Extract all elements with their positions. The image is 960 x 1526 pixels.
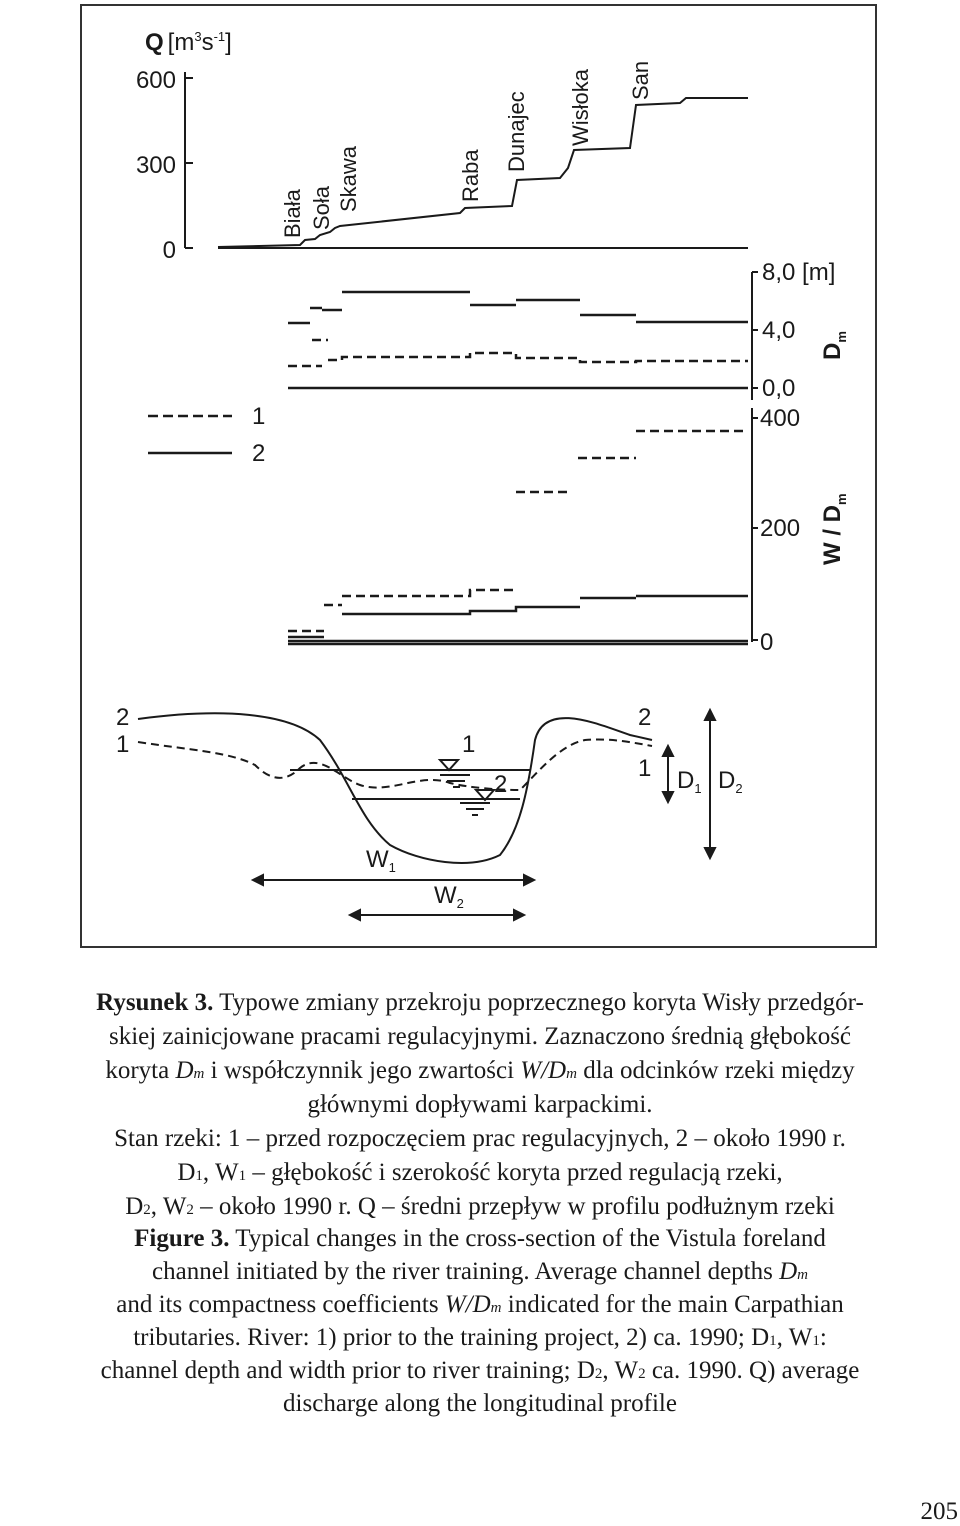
wd-tick-200: 200	[760, 515, 801, 542]
wd-segments	[288, 431, 748, 644]
level-label-2: 2	[494, 771, 508, 798]
dm-segments	[288, 292, 748, 388]
depth-d1-label: $D_1$	[677, 767, 702, 796]
caption-en-line-1: Figure 3. Typical changes in the cross-section of the Vistula foreland	[134, 1225, 826, 1252]
river-label-raba: Raba	[458, 149, 483, 202]
depth-d2-label: $D_2$	[718, 767, 743, 796]
caption-pl-line-1: Rysunek 3. Typowe zmiany przekroju poprzecznego koryta Wisły przedgór-	[96, 989, 864, 1016]
wd-tick-0: 0	[760, 629, 774, 656]
width-w2-label: $W_2$	[434, 882, 464, 911]
legend-label-2: 2	[252, 440, 266, 467]
width-w1-label: $W_1$	[366, 846, 396, 875]
dimension-labels	[366, 767, 743, 911]
legend	[148, 403, 265, 467]
profile-2-solid	[138, 713, 652, 863]
right-label-2: 2	[638, 704, 652, 731]
river-label-skawa: Skawa	[336, 145, 361, 212]
dm-tick-4: 4,0	[762, 317, 796, 344]
dm-axis	[752, 259, 849, 402]
q-tick-600: 600	[135, 67, 176, 94]
river-label-sola: Soła	[309, 185, 334, 230]
left-label-2: 2	[116, 704, 130, 731]
caption-pl-line-6: D1, W1 – głębokość i szerokość koryta przed regulacją rzeki,	[177, 1159, 783, 1186]
caption-pl-line-3: koryta Dm i współczynnik jego zwartości W/Dm dla odcinków rzeki między	[105, 1057, 855, 1084]
right-label-1: 1	[638, 755, 652, 782]
caption-en-line-4: tributaries. River: 1) prior to the training project, 2) ca. 1990; D1, W1:	[133, 1324, 827, 1351]
cross-section	[138, 713, 652, 863]
page-number: 205	[920, 1498, 958, 1525]
river-label-san: San	[628, 60, 653, 100]
caption-pl-line-5: Stan rzeki: 1 – przed rozpoczęciem prac regulacyjnych, 2 – około 1990 r.	[114, 1125, 846, 1152]
wd-solid-profile	[288, 596, 748, 644]
caption-pl-line-4: głównymi dopływami karpackimi.	[307, 1091, 653, 1118]
caption-pl-line-2: skiej zainicjowane pracami regulacyjnymi. Zaznaczono średnią głębokość	[108, 1023, 852, 1050]
wd-axis	[752, 405, 849, 656]
dm-dashed-profile	[288, 340, 748, 366]
caption-en-label: Figure 3.	[134, 1225, 230, 1252]
q-axis	[136, 29, 232, 264]
legend-label-1: 1	[252, 403, 266, 430]
profile-1-dashed	[138, 739, 652, 790]
caption-pl-label: Rysunek 3.	[96, 989, 214, 1016]
caption-en-line-3: and its compactness coefficients W/Dm indicated for the main Carpathian	[116, 1291, 844, 1318]
river-label-biala: Biała	[280, 189, 305, 238]
river-label-dunajec: Dunajec	[504, 91, 529, 172]
figure-frame	[81, 5, 876, 947]
dm-axis-label: $D_m$	[819, 331, 849, 360]
left-label-1: 1	[116, 731, 130, 758]
caption-pl-line-7: D2, W2 – około 1990 r. Q – średni przepływ w profilu podłużnym rzeki	[125, 1193, 835, 1220]
dm-tick-0: 0,0	[762, 375, 796, 402]
caption-en-line-5: channel depth and width prior to river training; D2, W2 ca. 1990. Q) average	[100, 1357, 860, 1384]
q-tick-0: 0	[162, 237, 176, 264]
q-tick-300: 300	[135, 152, 176, 179]
caption-en-line-2: channel initiated by the river training. Average channel depths Dm	[152, 1258, 808, 1285]
caption-en-line-6: discharge along the longitudinal profile	[283, 1390, 677, 1417]
dm-tick-8: 8,0 [m]	[762, 259, 836, 286]
q-axis-label: Q $[m^3s^{-1}]$	[145, 29, 232, 56]
river-label-wisloka: Wisłoka	[568, 68, 593, 146]
level-label-1: 1	[462, 731, 476, 758]
wd-axis-label: W / $D_m$	[819, 493, 849, 565]
wd-dashed-profile	[288, 431, 748, 631]
wd-tick-400: 400	[760, 405, 801, 432]
